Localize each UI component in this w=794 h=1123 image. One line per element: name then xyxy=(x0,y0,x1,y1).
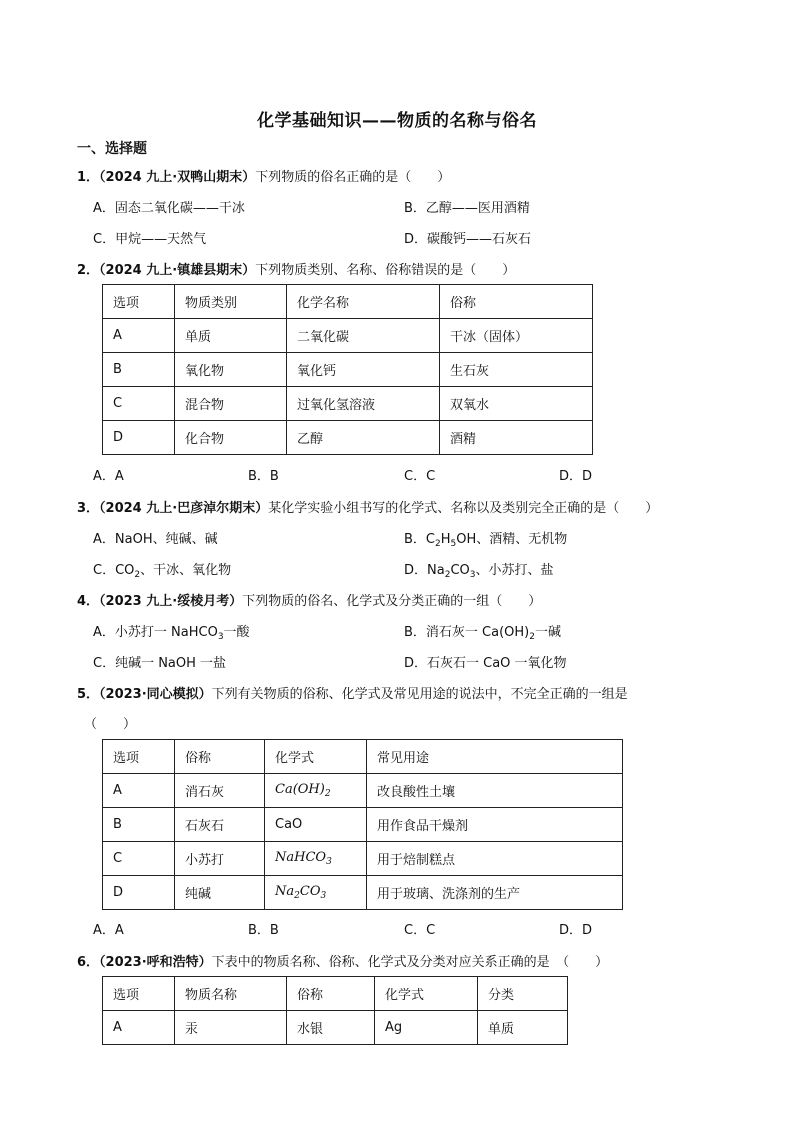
table-cell: 用作食品干燥剂 xyxy=(367,808,623,842)
q6-table xyxy=(102,976,568,1045)
formula-text: NaHCO xyxy=(275,850,327,865)
table-cell: 氧化钙 xyxy=(287,353,440,387)
table-cell: D xyxy=(103,876,175,910)
table-cell: Ag xyxy=(375,1011,478,1045)
q2-option-b: B．B xyxy=(248,469,279,484)
table-cell: 选项 xyxy=(103,285,175,319)
subscript: 5 xyxy=(450,539,457,549)
subscript: 2 xyxy=(324,789,331,799)
formula-text: CO xyxy=(299,884,321,899)
table-cell: C xyxy=(103,387,175,421)
formula-text: C．CO xyxy=(93,563,135,578)
question-source: （2024 九上·双鸭山期末） xyxy=(99,170,256,185)
question-stem: 下列物质的俗名、化学式及分类正确的一组（ ） xyxy=(242,594,542,609)
q4-option-d: D．石灰石一 CaO 一氧化物 xyxy=(404,656,567,671)
question-number: 6． xyxy=(77,955,100,970)
q3-option-a: A．NaOH、纯碱、碱 xyxy=(93,532,218,547)
question-number: 4． xyxy=(77,594,100,609)
question-6 xyxy=(77,951,608,970)
q2-table xyxy=(102,284,593,455)
formula-text: 、干冰、氧化物 xyxy=(140,563,232,578)
question-4 xyxy=(77,590,541,609)
question-number: 3． xyxy=(77,501,100,516)
table-cell: 物质名称 xyxy=(175,977,287,1011)
table-cell: 干冰（固体） xyxy=(440,319,593,353)
question-number: 1． xyxy=(77,170,100,185)
q1-option-a: A．固态二氧化碳——干冰 xyxy=(93,201,245,216)
table-row xyxy=(103,387,593,421)
q1-option-c: C．甲烷——天然气 xyxy=(93,232,207,247)
table-cell: 化学式 xyxy=(265,740,367,774)
table-cell: 单质 xyxy=(175,319,287,353)
table-cell: D xyxy=(103,421,175,455)
table-row xyxy=(103,319,593,353)
table-cell: 小苏打 xyxy=(175,842,265,876)
table-cell: 分类 xyxy=(478,977,568,1011)
table-cell: 用于焙制糕点 xyxy=(367,842,623,876)
question-stem: 某化学实验小组书写的化学式、名称以及类别完全正确的是（ ） xyxy=(268,501,659,516)
table-header-row xyxy=(103,977,568,1011)
subscript: 3 xyxy=(469,570,476,580)
table-cell: 乙醇 xyxy=(287,421,440,455)
section-heading: 一、选择题 xyxy=(77,141,147,157)
question-source: （2023·呼和浩特） xyxy=(99,955,212,970)
table-cell: 选项 xyxy=(103,740,175,774)
formula-text: H xyxy=(440,532,451,547)
q2-option-a: A．A xyxy=(93,469,124,484)
formula-text: B．消石灰一 Ca(OH) xyxy=(404,625,530,640)
formula-text: Na xyxy=(275,884,295,899)
table-cell: 过氧化氢溶液 xyxy=(287,387,440,421)
table-cell: 石灰石 xyxy=(175,808,265,842)
page-title: 化学基础知识——物质的名称与俗名 xyxy=(257,111,537,131)
table-cell: 化学名称 xyxy=(287,285,440,319)
table-cell: 化合物 xyxy=(175,421,287,455)
table-cell xyxy=(265,774,367,808)
table-row xyxy=(103,808,623,842)
formula-text: 、小苏打、盐 xyxy=(475,563,554,578)
formula-text: CO xyxy=(450,563,470,578)
table-cell: 消石灰 xyxy=(175,774,265,808)
question-source: （2024 九上·镇雄县期末） xyxy=(99,263,256,278)
q5-table xyxy=(102,739,623,910)
question-number: 2． xyxy=(77,263,100,278)
question-source: （2023 九上·绥棱月考） xyxy=(99,594,243,609)
question-5-answer-paren: （ ） xyxy=(84,717,137,732)
table-cell: 单质 xyxy=(478,1011,568,1045)
subscript: 3 xyxy=(217,632,224,642)
subscript: 2 xyxy=(435,539,441,549)
table-row xyxy=(103,421,593,455)
q3-option-d xyxy=(404,559,554,580)
table-cell: B xyxy=(103,808,175,842)
table-header-row xyxy=(103,740,623,774)
table-row xyxy=(103,1011,568,1045)
question-number: 5． xyxy=(77,687,100,702)
formula-text: Ca(OH) xyxy=(275,782,325,797)
table-cell xyxy=(265,842,367,876)
q4-option-c: C．纯碱一 NaOH 一盐 xyxy=(93,656,227,671)
formula-text: 一酸 xyxy=(223,625,250,640)
q3-option-b xyxy=(404,528,567,549)
q4-option-a xyxy=(93,621,250,642)
q1-option-d: D．碳酸钙——石灰石 xyxy=(404,232,532,247)
table-row xyxy=(103,842,623,876)
table-cell: 纯碱 xyxy=(175,876,265,910)
q4-option-b xyxy=(404,621,561,642)
table-cell: A xyxy=(103,1011,175,1045)
table-cell: 化学式 xyxy=(375,977,478,1011)
table-cell: 酒精 xyxy=(440,421,593,455)
table-cell: 常见用途 xyxy=(367,740,623,774)
table-cell: 二氧化碳 xyxy=(287,319,440,353)
table-cell xyxy=(265,876,367,910)
table-cell: 俗称 xyxy=(287,977,375,1011)
q5-option-d: D．D xyxy=(559,923,593,938)
table-cell: 混合物 xyxy=(175,387,287,421)
table-cell: A xyxy=(103,774,175,808)
question-source: （2023·同心模拟） xyxy=(99,687,212,702)
question-stem: 下表中的物质名称、俗称、化学式及分类对应关系正确的是 （ ） xyxy=(211,955,609,970)
question-3 xyxy=(77,497,658,516)
formula-text: A．小苏打一 NaHCO xyxy=(93,625,218,640)
table-cell: 俗称 xyxy=(440,285,593,319)
table-row xyxy=(103,774,623,808)
table-cell: B xyxy=(103,353,175,387)
table-cell: 选项 xyxy=(103,977,175,1011)
table-cell: 汞 xyxy=(175,1011,287,1045)
table-cell: 水银 xyxy=(287,1011,375,1045)
table-cell: C xyxy=(103,842,175,876)
table-cell: 物质类别 xyxy=(175,285,287,319)
table-cell: 改良酸性土壤 xyxy=(367,774,623,808)
subscript: 3 xyxy=(326,857,332,867)
q5-option-b: B．B xyxy=(248,923,279,938)
subscript: 3 xyxy=(320,891,327,901)
subscript: 2 xyxy=(294,891,300,901)
table-row xyxy=(103,876,623,910)
q2-option-c: C．C xyxy=(404,469,436,484)
q1-option-b: B．乙醇——医用酒精 xyxy=(404,201,530,216)
question-source: （2024 九上·巴彦淖尔期末） xyxy=(99,501,269,516)
formula-text: CaO xyxy=(275,817,303,832)
formula-text: 一碱 xyxy=(534,625,561,640)
q2-option-d: D．D xyxy=(559,469,593,484)
question-2 xyxy=(77,259,515,278)
q5-option-a: A．A xyxy=(93,923,124,938)
table-cell: 用于玻璃、洗涤剂的生产 xyxy=(367,876,623,910)
formula-text: D．Na xyxy=(404,563,445,578)
table-cell: 生石灰 xyxy=(440,353,593,387)
question-stem: 下列有关物质的俗称、化学式及常见用途的说法中，不完全正确的一组是 xyxy=(211,687,628,702)
table-header-row xyxy=(103,285,593,319)
table-cell: 氧化物 xyxy=(175,353,287,387)
q3-option-c xyxy=(93,559,231,580)
subscript: 2 xyxy=(134,570,141,580)
table-cell: A xyxy=(103,319,175,353)
table-row xyxy=(103,353,593,387)
question-stem: 下列物质的俗名正确的是（ ） xyxy=(255,170,451,185)
question-5 xyxy=(77,683,628,702)
table-cell: 双氧水 xyxy=(440,387,593,421)
subscript: 2 xyxy=(529,632,535,642)
formula-text: OH、酒精、无机物 xyxy=(456,532,568,547)
question-stem: 下列物质类别、名称、俗称错误的是（ ） xyxy=(255,263,516,278)
table-cell: 俗称 xyxy=(175,740,265,774)
question-1 xyxy=(77,166,450,185)
formula-text: B．C xyxy=(404,532,435,547)
subscript: 2 xyxy=(444,570,451,580)
table-cell xyxy=(265,808,367,842)
q5-option-c: C．C xyxy=(404,923,436,938)
